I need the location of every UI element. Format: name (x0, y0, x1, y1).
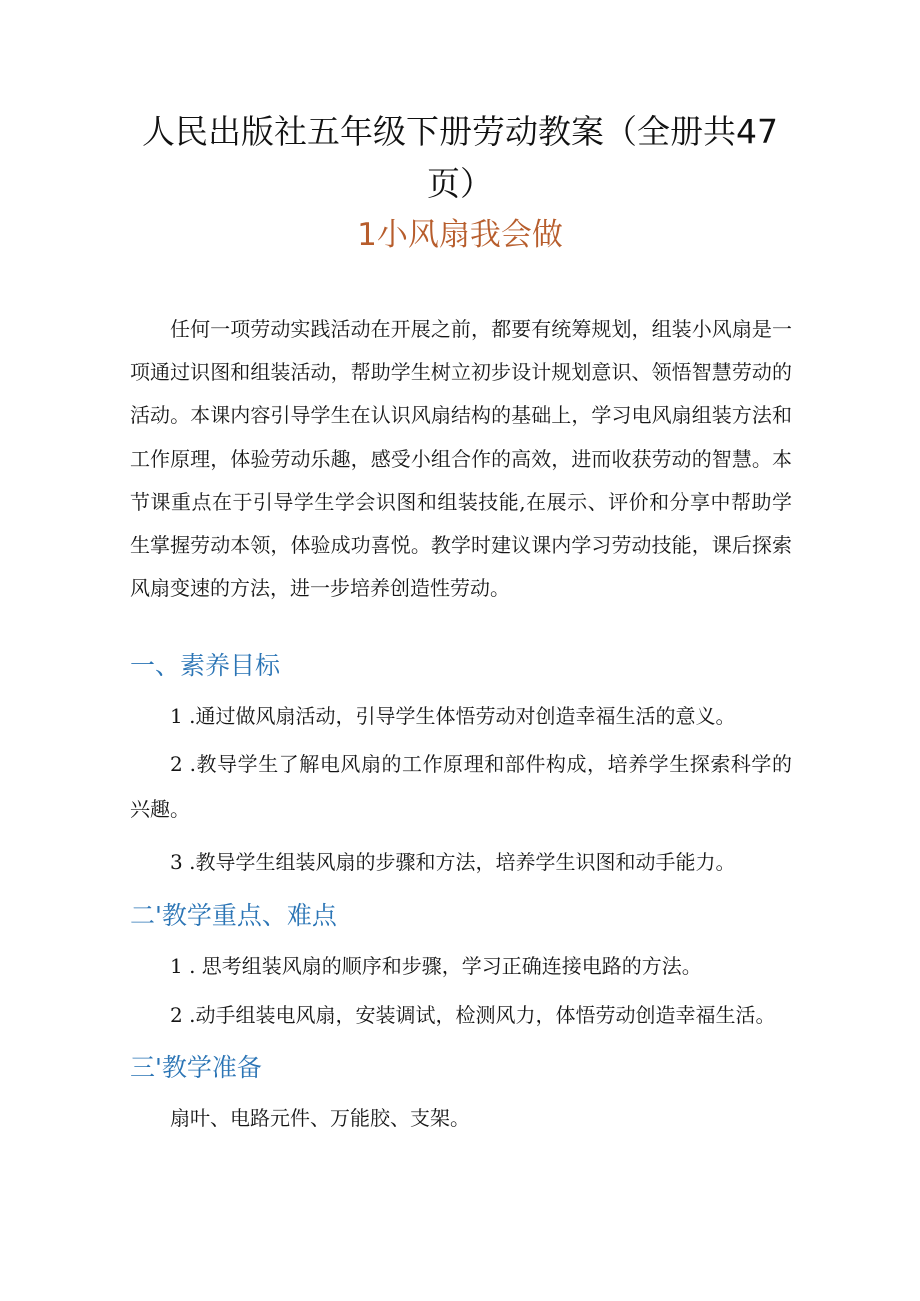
section-heading-preparation: 三'教学准备 (130, 1053, 262, 1082)
lesson-title: 1小风扇我会做 (357, 217, 563, 253)
section-heading-key-points: 二'教学重点、难点 (130, 901, 337, 930)
key-point-item: 2 .动手组装电风扇，安装调试，检测风力，体悟劳动创造幸福生活。 (170, 1003, 776, 1027)
key-point-item: 1 . 思考组装风扇的顺序和步骤，学习正确连接电路的方法。 (170, 954, 702, 978)
goal-item: 2 .教导学生了解电风扇的工作原理和部件构成，培养学生探索科学的兴趣。 (130, 752, 792, 821)
goal-item: 3 .教导学生组装风扇的步骤和方法，培养学生识图和动手能力。 (170, 850, 736, 874)
section-heading-goals: 一、素养目标 (130, 651, 281, 680)
intro-paragraph: 任何一项劳动实践活动在开展之前，都要有统筹规划，组装小风扇是一项通过识图和组装活动，帮助学生树立初步设计规划意识、领悟智慧劳动的活动。本课内容引导学生在认识风扇结构的基础上，学习电风扇组装方法和工作原理，体验劳动乐趣，感受小组合作的高效，进而收获劳动的智慧。本节课重点在于引导学生学会识图和组装技能,在展示、评价和分享中帮助学生掌握劳动本领，体验成功喜悦。教学时建议课内学习劳动技能，课后探索风扇变速的方法，进一步培养创造性劳动。 (130, 317, 792, 601)
document-title: 人民出版社五年级下册劳动教案（全册共47页） (142, 112, 778, 203)
goal-item: 1 .通过做风扇活动，引导学生体悟劳动对创造幸福生活的意义。 (170, 704, 736, 728)
preparation-item: 扇叶、电路元件、万能胶、支架。 (170, 1106, 470, 1130)
